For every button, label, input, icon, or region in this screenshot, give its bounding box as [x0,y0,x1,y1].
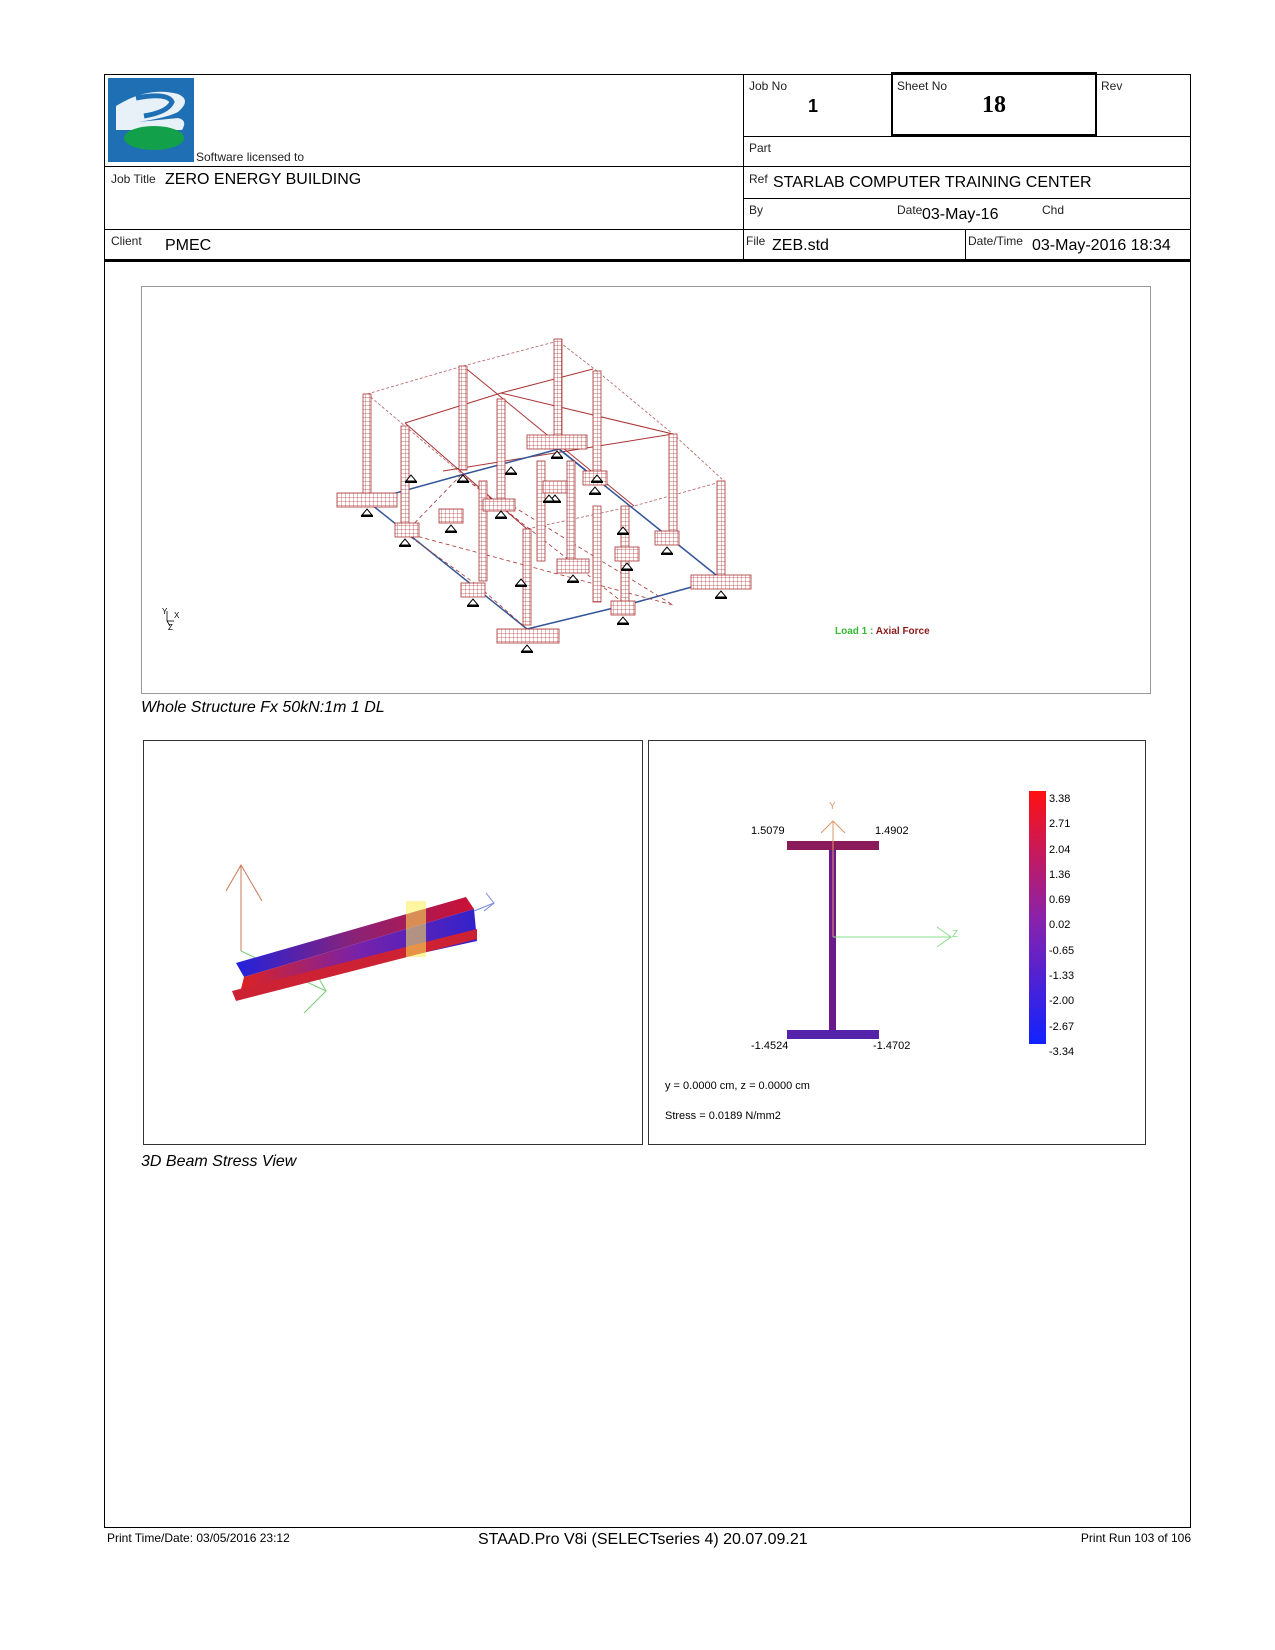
datetime-label: Date/Time [968,234,1023,248]
licensed-to-label: Software licensed to [196,150,305,164]
date-value: 03-May-16 [922,206,999,223]
stress-readout: Stress = 0.0189 N/mm2 [665,1110,781,1122]
header-divider [104,229,1191,230]
chd-label: Chd [1042,203,1065,217]
client-value: PMEC [165,237,212,254]
scale-label: 3.38 [1049,793,1071,805]
file-label: File [746,234,766,248]
header-bottom-rule [104,259,1191,262]
figure1-caption: Whole Structure Fx 50kN:1m 1 DL [141,699,385,716]
section-y-label: Y [829,801,836,812]
structure-view-panel [141,286,1151,694]
header-divider [743,136,1191,137]
beam-y-axis [226,865,262,951]
job-title-label: Job Title [111,172,156,186]
section-stress-panel [648,740,1146,1145]
header-divider [965,229,966,260]
sheet-no-label: Sheet No [897,79,948,93]
scale-label: 0.69 [1049,894,1071,907]
axis-z-label: Z [168,623,173,632]
scale-label: 2.04 [1049,843,1071,856]
scale-label: -2.00 [1049,995,1075,1008]
section-z-axis [833,927,951,947]
load-legend [835,626,930,637]
stress-bottom-right: -1.4702 [873,1040,911,1052]
software-version: STAAD.Pro V8i (SELECTseries 4) 20.07.09.21 [478,1531,808,1548]
stress-color-scale [1029,791,1046,1044]
rev-label: Rev [1101,79,1123,93]
stress-top-right: 1.4902 [875,825,909,837]
header-divider [104,166,1191,167]
sheet-no-value: 18 [982,92,1006,118]
axis-x-label: X [174,611,180,620]
job-title-value: ZERO ENERGY BUILDING [165,171,362,188]
beam-x-axis [474,893,494,911]
job-no-value: 1 [808,96,819,116]
figure2-caption: 3D Beam Stress View [141,1153,297,1170]
coordinate-readout: y = 0.0000 cm, z = 0.0000 cm [665,1080,810,1092]
beam-3d-panel [143,740,643,1145]
by-label: By [749,203,764,217]
stress-bottom-left: -1.4524 [751,1040,789,1052]
scale-label: -1.33 [1049,970,1075,983]
section-highlight [406,901,426,957]
beam-3d-diagram [144,741,642,1144]
header-divider [743,198,1191,199]
ref-value: STARLAB COMPUTER TRAINING CENTER [773,174,1092,191]
load-name: Axial Force [875,626,930,637]
part-label: Part [749,141,772,155]
scale-label: 1.36 [1049,868,1071,881]
print-run: Print Run 103 of 106 [1080,1531,1191,1545]
file-value: ZEB.std [772,237,829,254]
scale-label: -0.65 [1049,944,1075,957]
header-divider [743,74,744,260]
scale-labels [1049,787,1074,1065]
axis-y-label: Y [162,607,168,616]
bottom-flange [787,1030,879,1039]
structure-diagram [142,287,1150,693]
print-time: Print Time/Date: 03/05/2016 23:12 [107,1531,290,1545]
scale-label: -3.34 [1049,1045,1075,1058]
load-number: Load 1 : [835,626,874,637]
ref-label: Ref [749,172,768,186]
scale-label: 2.71 [1049,818,1071,831]
stress-top-left: 1.5079 [751,825,785,837]
section-y-axis [821,821,845,937]
bentley-logo [108,78,194,162]
job-no-label: Job No [749,79,788,93]
scale-label: 0.02 [1049,919,1071,932]
client-label: Client [111,234,142,248]
datetime-value: 03-May-2016 18:34 [1032,237,1171,254]
date-label: Date [897,203,923,217]
scale-label: -2.67 [1049,1020,1075,1033]
section-z-label: Z [952,929,959,940]
